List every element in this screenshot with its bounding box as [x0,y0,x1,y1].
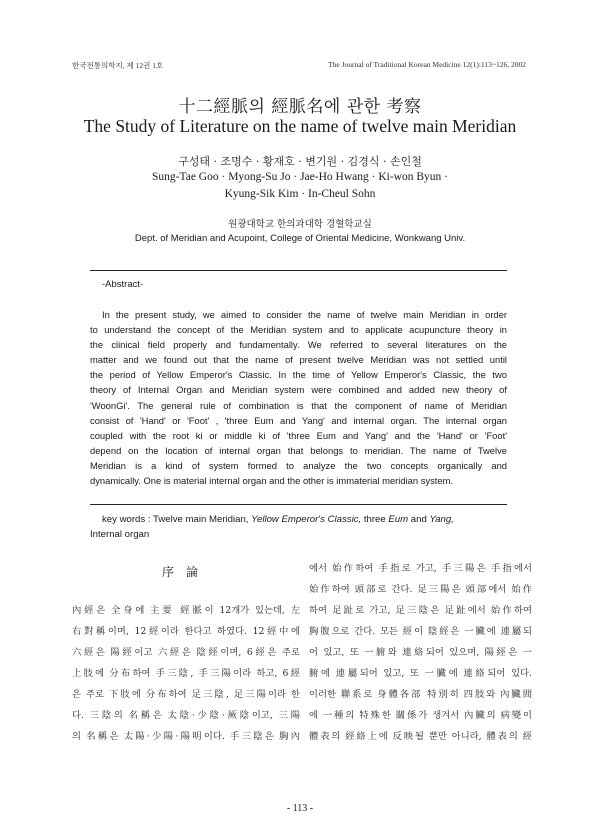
body-line: 上肢에 分布하여 手三陰, 手三陽이라 하고, 6經 [72,668,300,679]
abstract-line: dynamically. One is material internal organ and the other is immaterial meridian system. [90,475,453,487]
abstract-bottom-rule [90,504,507,505]
abstract-line: to understand the concept of the Meridian system and to applicate acupuncture theory in [90,324,507,336]
abstract-line: coupled with the root ki or middle ki of 'three Eum and Yang' and the 'Hand' or 'Foot' [90,429,507,441]
keywords-line2: Internal organ [90,529,150,540]
keyword-italic-1: Yellow Emperor's Classic, [251,514,362,525]
body-line: 內經은 全身에 主要 經脈이 12개가 있는데, 左 [72,605,300,616]
body-line: 은 주로 下肢에 分布하여 足三陰, 足三陽이라 한 [72,689,300,700]
keyword-italic-3: Yang, [429,514,454,525]
body-line: 다. 三陰의 名稱은 太陰·少陰·厥陰이고, 三陽 [72,710,300,721]
keywords-and: and [408,514,430,525]
abstract-top-rule [90,270,507,271]
abstract-line: consist of 'Hand' or 'Foot' , 'three Eum and Yang' and internal organ. The internal organ [90,414,507,426]
title-english: The Study of Literature on the name of twelve main Meridian [83,116,517,136]
body-line: 의 名稱은 太陽·少陽·陽明이다. 手三陰은 胸內 [72,731,300,742]
abstract-heading: -Abstract- [102,279,144,290]
keywords [90,512,507,542]
authors-korean: 구성태 · 조명수 · 황재호 · 변기원 · 김경식 · 손인철 [178,155,422,168]
abstract-body [90,307,507,488]
body-left-column [72,600,300,747]
body-line: 에 一種의 特殊한 關係가 생겨서 內臟의 病變이 [309,710,532,721]
abstract-line: 'WoonGi'. The general rule of combination is that the component of name of Meridian [90,399,507,411]
running-header-right: The Journal of Traditional Korean Medicine 12(1):113~126, 2002 [328,60,526,69]
keyword-italic-2: Eum [388,514,409,525]
body-right-column [309,558,532,747]
abstract-line: In the present study, we aimed to consider the name of twelve main Meridian in order [102,309,507,320]
abstract-line: Meridian is a kind of system formed to analyze the two concepts organically and [90,459,507,471]
keywords-prefix: key words : Twelve main Meridian, [102,514,252,525]
body-line: 어 있고, 또 一腑와 連絡되어 있으며, 陽經은 一 [309,647,532,658]
body-line: 胸腹으로 간다. 모든 經이 陰經은 一臟에 連屬되 [309,626,532,637]
affiliation-korean: 원광대학교 한의과대학 경혈학교실 [228,219,372,230]
body-line: 右對稱이며, 12經이라 한다고 하였다. 12經中에 [72,626,300,637]
page-number: - 113 - [286,803,314,814]
body-line: 이러한 聯系로 身體各部 特別히 四肢와 內臟間 [309,689,532,700]
affiliation-english: Dept. of Meridian and Acupoint, College of Oriental Medicine, Wonkwang Univ. [134,233,466,244]
keywords-line1 [90,512,507,527]
section-heading-introduction: 序論 [161,565,210,579]
authors-english-line1: Sung-Tae Goo · Myong-Su Jo · Jae-Ho Hwang · Ki-won Byun · [152,171,448,183]
body-line: 始作하여 頭部로 간다. 足三陽은 頭部에서 始作 [309,584,532,595]
abstract-line: the clinical field properly and fundamentally. We referred to several literatures on the [90,339,507,351]
authors-english-line2: Kyung-Sik Kim · In-Cheul Sohn [224,188,376,200]
abstract-line: depend on the location of internal organ that belongs to meridian. The name of Twelve [90,444,507,456]
body-line: 體表의 經絡上에 反映될 뿐만 아니라, 體表의 經 [309,731,532,742]
abstract-line: theory of Internal Organ and Meridian system were combined and added new theory of [90,384,507,396]
abstract-line: the period of Yellow Emperor's Classic. In the time of Yellow Emperor's Classic, the two [90,369,507,381]
keywords-mid: three [361,514,389,525]
abstract-line: matter and we found out that the name of present twelve Meridian was not settled until [90,354,507,366]
body-line: 六經은 陽經이고 六經은 陰經이며, 6經은 주로 [72,647,300,658]
body-line: 腑에 連屬되어 있고, 또 一臟에 連絡되어 있다. [309,668,532,679]
running-header-left: 한국전통의학지, 제 12권 1호 [72,61,164,70]
body-line: 하여 足趾로 가고, 足三陰은 足趾에서 始作하여 [309,605,532,616]
title-korean: 十二經脈의 經脈名에 관한 考察 [178,97,422,117]
body-line: 에서 始作하여 手指로 가고, 手三陽은 手指에서 [309,563,532,574]
